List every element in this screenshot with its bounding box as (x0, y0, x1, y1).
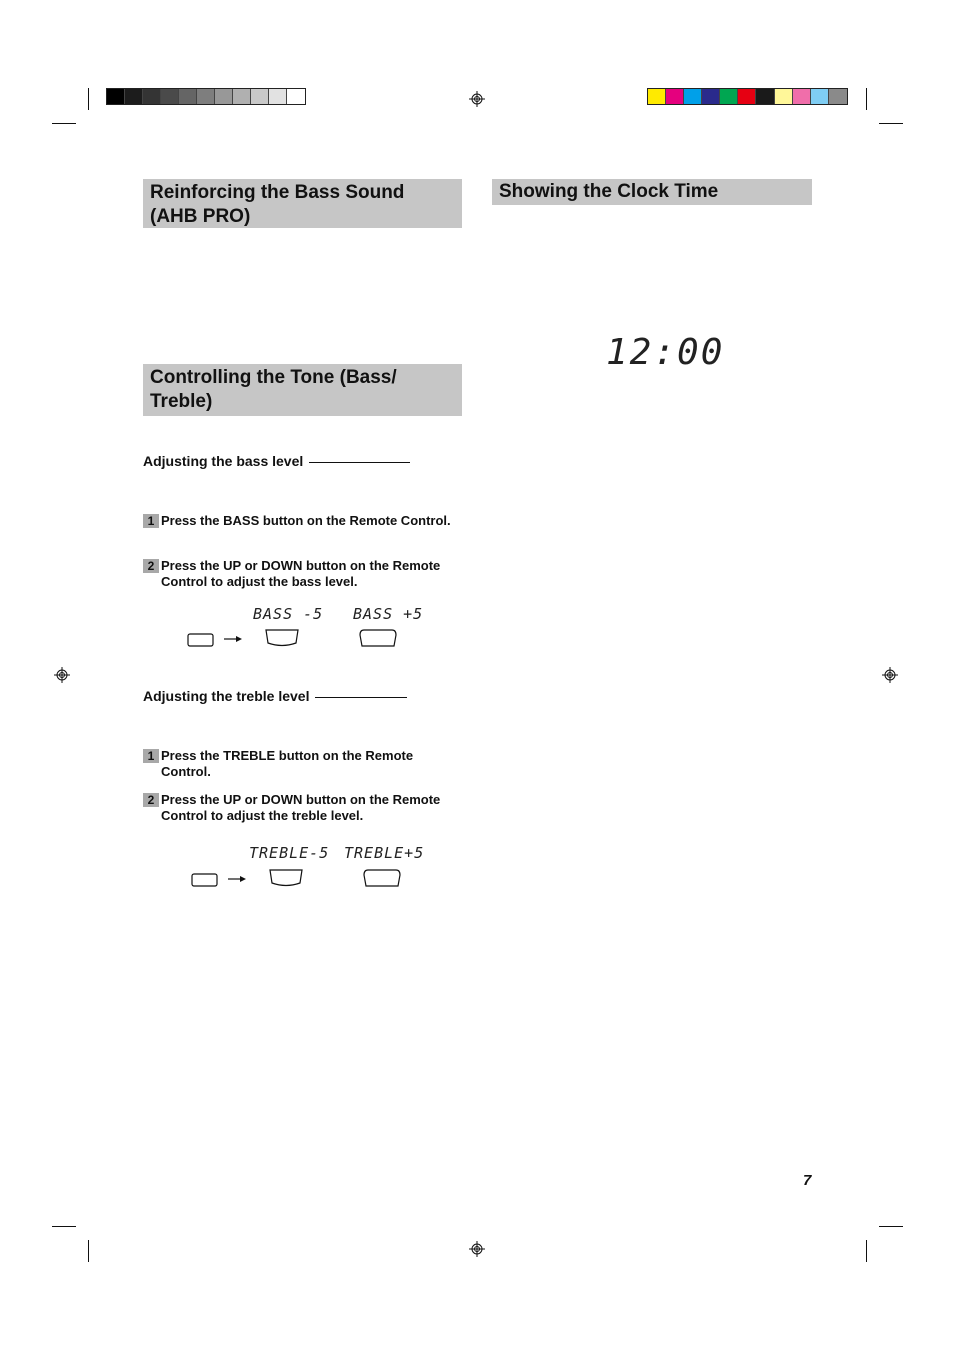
color-swatch (648, 89, 666, 104)
color-swatch (684, 89, 702, 104)
bass-button-illustration (186, 626, 418, 650)
crop-mark (88, 1240, 89, 1262)
crop-mark (88, 88, 89, 110)
color-swatch (702, 89, 720, 104)
color-swatch (775, 89, 793, 104)
color-swatch (829, 89, 847, 104)
color-swatch (738, 89, 756, 104)
crop-mark (52, 1226, 76, 1227)
color-swatch (811, 89, 829, 104)
color-swatch (197, 89, 215, 104)
color-swatch (269, 89, 287, 104)
color-swatch (215, 89, 233, 104)
treble-min-display: TREBLE-5 (249, 844, 330, 862)
color-swatch (720, 89, 738, 104)
bass-sound-heading: Reinforcing the Bass Sound (AHB PRO) (143, 179, 462, 228)
bass-min-display: BASS -5 (253, 605, 324, 623)
step-number: 2 (143, 559, 159, 573)
color-swatch (143, 89, 161, 104)
color-swatch (179, 89, 197, 104)
step-text: Press the TREBLE button on the Remote Control. (161, 748, 414, 779)
step-text: Press the UP or DOWN button on the Remote Control to adjust the bass level. (161, 558, 441, 589)
color-swatch (233, 89, 251, 104)
crop-mark (879, 1226, 903, 1227)
tone-control-heading: Controlling the Tone (Bass/ Treble) (143, 364, 462, 416)
registration-mark-icon (54, 667, 70, 683)
color-swatch (793, 89, 811, 104)
registration-mark-icon (469, 1241, 485, 1257)
subheading-rule (309, 462, 410, 464)
registration-mark-icon (469, 91, 485, 107)
color-swatch (107, 89, 125, 104)
crop-mark (866, 1240, 867, 1262)
page-number: 7 (803, 1172, 812, 1189)
clock-display: 12:00 (606, 332, 725, 373)
crop-mark (866, 88, 867, 110)
color-swatch (161, 89, 179, 104)
registration-mark-icon (882, 667, 898, 683)
bass-level-subheading-text: Adjusting the bass level (143, 453, 304, 469)
treble-button-illustration (190, 866, 422, 890)
color-swatch (125, 89, 143, 104)
treble-level-subheading-text: Adjusting the treble level (143, 688, 310, 704)
crop-mark (879, 123, 903, 124)
color-calibration-bar (647, 88, 848, 105)
subheading-rule (315, 697, 407, 699)
color-swatch (251, 89, 269, 104)
clock-time-heading: Showing the Clock Time (492, 179, 812, 205)
step-number: 1 (143, 514, 159, 528)
treble-level-subheading (143, 688, 407, 704)
step-text: Press the BASS button on the Remote Control. (161, 513, 451, 528)
grayscale-color-bar (106, 88, 306, 105)
step-text: Press the UP or DOWN button on the Remote Control to adjust the treble level. (161, 792, 441, 823)
step-number: 1 (143, 749, 159, 763)
bass-max-display: BASS +5 (353, 605, 424, 623)
treble-max-display: TREBLE+5 (344, 844, 425, 862)
step-number: 2 (143, 793, 159, 807)
color-swatch (756, 89, 774, 104)
color-swatch (287, 89, 305, 104)
bass-level-subheading (143, 453, 410, 469)
color-swatch (666, 89, 684, 104)
crop-mark (52, 123, 76, 124)
